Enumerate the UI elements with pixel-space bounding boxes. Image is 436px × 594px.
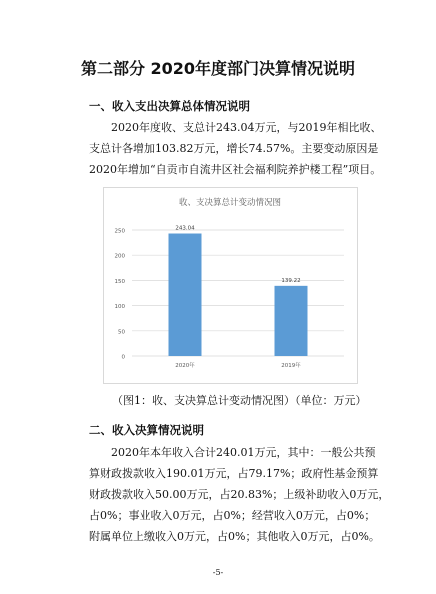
section2-line: 2020年本年收入合计240.01万元，其中：一般公共预 bbox=[111, 446, 376, 459]
y-tick-label: 150 bbox=[114, 278, 125, 285]
section2-line: 财政拨款收入50.00万元，占20.83%；上级补助收入0万元， bbox=[89, 488, 390, 501]
chart-frame bbox=[103, 187, 358, 384]
y-tick-label: 100 bbox=[114, 304, 125, 311]
y-tick-label: 0 bbox=[121, 354, 125, 361]
chart-title: 收、支决算总计变动情况图 bbox=[178, 198, 282, 208]
section1-heading: 一、收入支出决算总体情况说明 bbox=[89, 99, 250, 113]
data-label: 139.22 bbox=[281, 277, 301, 284]
y-tick-label: 250 bbox=[114, 228, 125, 235]
bar bbox=[169, 234, 202, 356]
page-number: -5- bbox=[212, 568, 224, 577]
x-tick-label: 2019年 bbox=[281, 363, 301, 369]
y-tick-label: 200 bbox=[114, 253, 125, 260]
expenditure-chart bbox=[104, 188, 357, 383]
section2-paragraph bbox=[89, 442, 389, 547]
x-tick-label: 2020年 bbox=[175, 363, 195, 369]
section1-line: 2020年度收、支总计243.04万元，与2019年相比收、 bbox=[111, 121, 382, 134]
page-title: 第二部分 2020年度部门决算情况说明 bbox=[80, 59, 356, 78]
data-label: 243.04 bbox=[175, 225, 195, 232]
section2-line: 占0%；事业收入0万元，占0%；经营收入0万元，占0%； bbox=[89, 509, 376, 522]
section2-line: 算财政拨款收入190.01万元，占79.17%；政府性基金预算 bbox=[89, 467, 379, 480]
bar bbox=[275, 286, 308, 356]
figure-caption: （图1：收、支决算总计变动情况图）（单位：万元） bbox=[112, 394, 367, 407]
section1-line: 2020年增加“自贡市自流井区社会福利院养护楼工程”项目。 bbox=[89, 163, 382, 176]
section2-line: 附属单位上缴收入0万元，占0%；其他收入0万元，占0%。 bbox=[89, 530, 380, 543]
section1-paragraph bbox=[89, 117, 389, 180]
section1-line: 支总计各增加103.82万元，增长74.57%。主要变动原因是 bbox=[89, 142, 379, 155]
y-tick-label: 50 bbox=[118, 329, 125, 336]
section2-heading: 二、收入决算情况说明 bbox=[89, 423, 204, 437]
